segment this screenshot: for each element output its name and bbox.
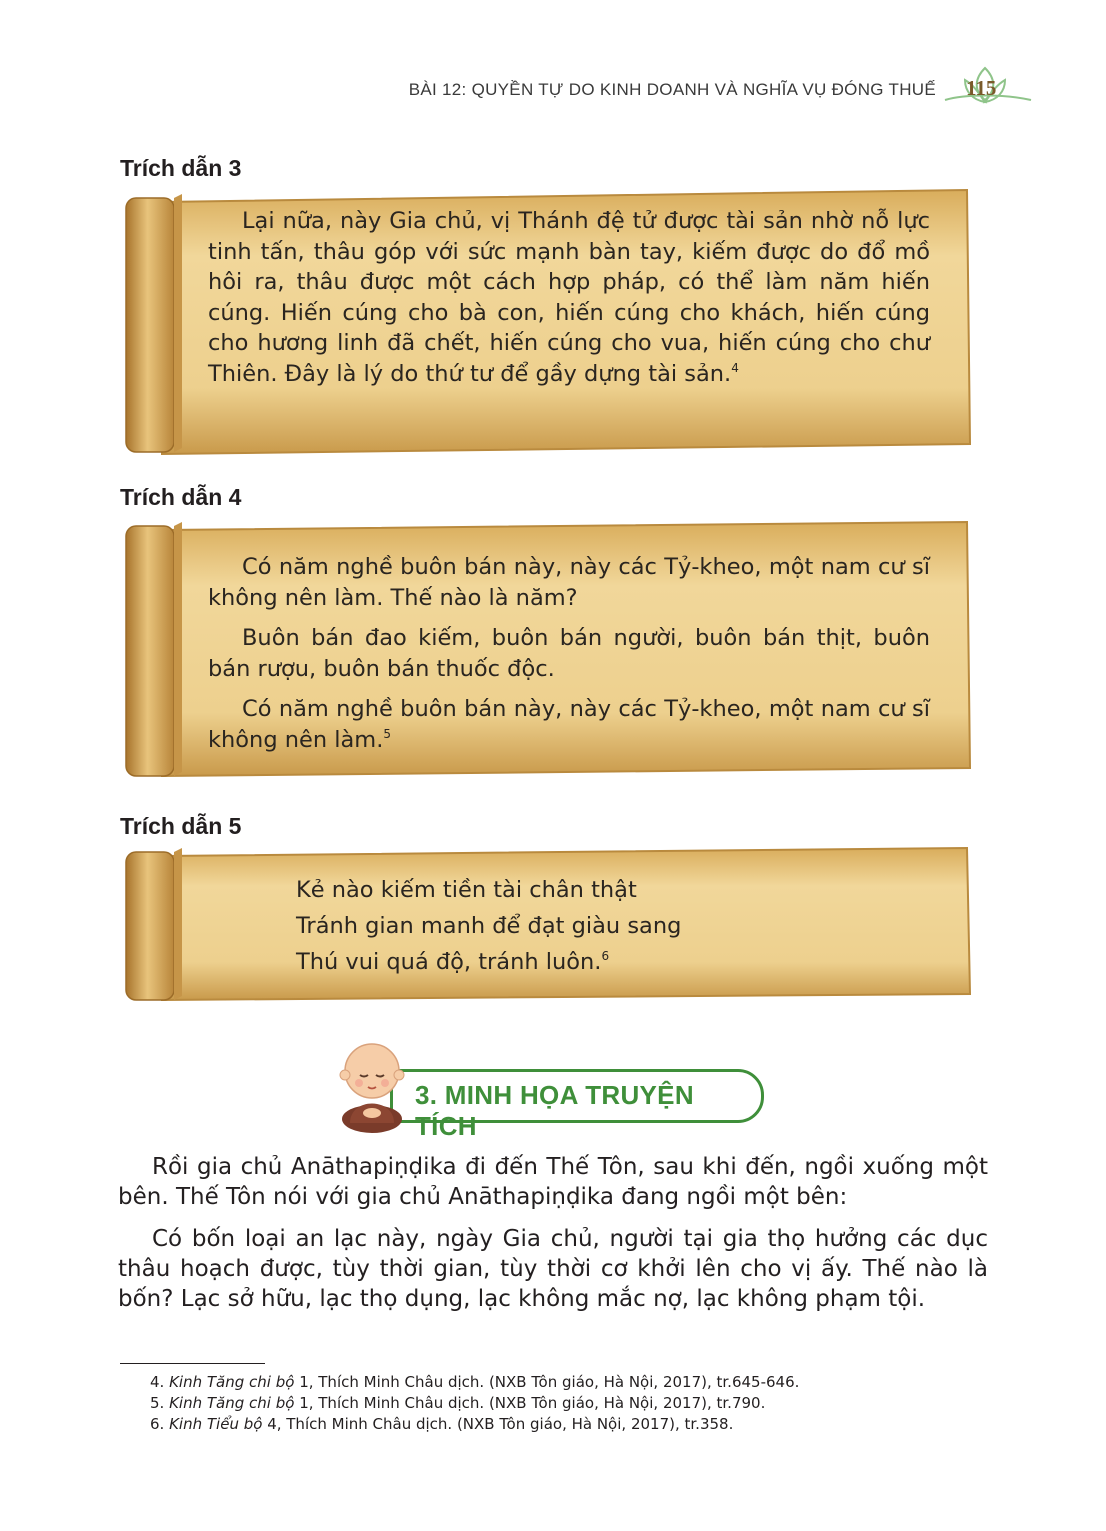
footnotes xyxy=(150,1372,799,1435)
quote-4-paragraph: Buôn bán đao kiếm, buôn bán người, buôn bán thịt, buôn bán rượu, buôn bán thuốc độc. xyxy=(208,625,930,682)
quote-4-scroll xyxy=(122,518,974,780)
poem-line: Thú vui quá độ, tránh luôn. xyxy=(296,949,602,975)
quote-4-text xyxy=(208,552,930,755)
page-number: 115 xyxy=(966,76,997,100)
quote-5-label: Trích dẫn 5 xyxy=(120,813,242,839)
footnote-item: 6. Kinh Tiểu bộ 4, Thích Minh Châu dịch. (NXB Tôn giáo, Hà Nội, 2017), tr.358. xyxy=(150,1415,734,1433)
story-paragraph-1 xyxy=(118,1152,988,1212)
body-paragraph: Rồi gia chủ Anāthapiṇḍika đi đến Thế Tôn, sau khi đến, ngồi xuống một bên. Thế Tôn nói với gia chủ Anāthapiṇḍika đang ngồi một bên: xyxy=(118,1154,988,1210)
footnote-item: 4. Kinh Tăng chi bộ 1, Thích Minh Châu dịch. (NXB Tôn giáo, Hà Nội, 2017), tr.645-646. xyxy=(150,1373,800,1391)
quote-3-label: Trích dẫn 3 xyxy=(120,155,242,181)
story-paragraph-2 xyxy=(118,1224,988,1314)
heading-text: 3. MINH HỌA TRUYỆN TÍCH xyxy=(415,1080,694,1141)
section-heading xyxy=(330,1035,770,1141)
quote-4-paragraph: Có năm nghề buôn bán này, này các Tỷ-kheo, một nam cư sĩ không nên làm. xyxy=(208,696,930,753)
page-header xyxy=(0,76,1106,116)
quote-5-scroll xyxy=(122,846,974,1004)
quote-4-label: Trích dẫn 4 xyxy=(120,484,242,510)
quote-4-paragraph: Có năm nghề buôn bán này, này các Tỷ-kheo, một nam cư sĩ không nên làm. Thế nào là năm? xyxy=(208,554,930,611)
quote-3-text xyxy=(208,206,930,389)
footnote-ref: 4 xyxy=(731,360,739,375)
monk-icon xyxy=(332,1035,418,1135)
header-title: BÀI 12: QUYỀN TỰ DO KINH DOANH VÀ NGHĨA VỤ ĐÓNG THUẾ xyxy=(408,80,936,99)
poem-line: Kẻ nào kiếm tiền tài chân thật xyxy=(296,877,637,903)
quote-3-scroll xyxy=(122,188,974,458)
footnote-ref: 5 xyxy=(383,726,392,741)
footnote-item: 5. Kinh Tăng chi bộ 1, Thích Minh Châu dịch. (NXB Tôn giáo, Hà Nội, 2017), tr.790. xyxy=(150,1394,766,1412)
footnote-divider xyxy=(120,1363,265,1364)
quote-5-poem xyxy=(296,872,681,980)
body-paragraph: Có bốn loại an lạc này, ngày Gia chủ, người tại gia thọ hưởng các dục thâu hoạch được, tùy thời gian, tùy thời cơ khởi lên cho vị ấy. Thế nào là bốn? Lạc sở hữu, lạc thọ dụng, lạc không mắc nợ, lạc không phạm tội. xyxy=(118,1226,988,1312)
heading-box xyxy=(390,1069,764,1141)
poem-line: Tránh gian manh để đạt giàu sang xyxy=(296,913,682,939)
quote-3-paragraph: Lại nữa, này Gia chủ, vị Thánh đệ tử được tài sản nhờ nỗ lực tinh tấn, thâu góp với sức mạnh bàn tay, kiếm được do đổ mồ hôi ra, thâu được một cách hợp pháp, có thể làm năm hiến cúng. Hiến cúng cho bà con, hiến cúng cho khách, hiến cúng cho hương linh đã chết, hiến cúng cho vua, hiến cúng cho chư Thiên. Đây là lý do thứ tư để gầy dựng tài sản. xyxy=(208,208,930,387)
footnote-ref: 6 xyxy=(601,949,610,963)
